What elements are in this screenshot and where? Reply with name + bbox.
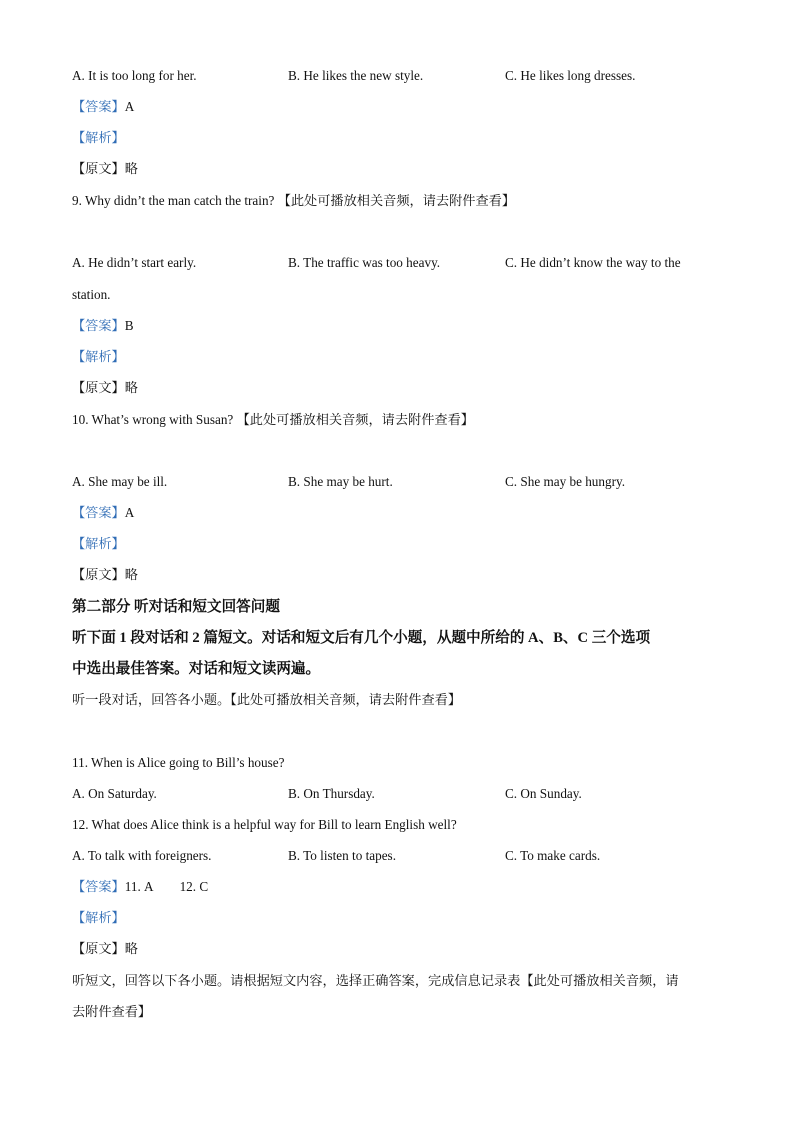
q12-option-a: A. To talk with foreigners. [72,848,212,863]
audio-note: 【此处可播放相关音频，请去附件查看】 [236,412,474,427]
q11-option-a: A. On Saturday. [72,786,157,801]
dialog-intro-text: 听一段对话，回答各小题。 [72,692,231,707]
q9-option-a: A. He didn’t start early. [72,255,197,270]
question-text: 9. Why didn’t the man catch the train? [72,193,278,208]
q11-option-c: C. On Sunday. [505,786,582,801]
q10-option-b: B. She may be hurt. [288,474,393,489]
q9-question [72,192,515,210]
part2-instruction-line2: 中选出最佳答案。对话和短文读两遍。 [72,661,321,677]
audio-note: 【此处可播放相关音频，请去附件查看】 [230,692,462,707]
answer-value: A [124,505,135,520]
q9-answer [72,317,134,335]
q9-analysis [72,348,125,366]
q8-option-c: C. He likes long dresses. [505,68,636,83]
q11-question: 11. When is Alice going to Bill’s house? [72,755,285,770]
passage-intro-line2: 去附件查看】 [72,1004,152,1019]
analysis-tag: 【解析】 [72,130,125,145]
answer-tag: 【答案】 [72,318,125,333]
original-value: 略 [124,161,138,176]
q9-original [72,379,138,397]
answer-value: B [124,318,134,333]
q11-12-analysis [72,909,125,927]
dialog-intro [72,691,461,709]
answer-12: 12. C [179,879,209,894]
q11-12-answer [72,878,208,896]
q8-answer [72,98,134,116]
question-text: 10. What’s wrong with Susan? [72,412,237,427]
original-value: 略 [124,567,138,582]
part2-instruction-line1: 听下面 1 段对话和 2 篇短文。对话和短文后有几个小题，从题中所给的 A、B、C 三个选项 [72,630,651,646]
answer-value: A [124,99,135,114]
answer-tag: 【答案】 [72,99,125,114]
q10-answer [72,504,134,522]
answer-11: 11. A [124,879,154,894]
original-value: 略 [124,380,138,395]
q10-option-a: A. She may be ill. [72,474,168,489]
q8-original [72,160,138,178]
q10-question [72,411,474,429]
original-tag: 【原文】 [72,567,125,582]
original-value: 略 [124,941,138,956]
answer-tag: 【答案】 [72,505,125,520]
q11-option-b: B. On Thursday. [288,786,375,801]
audio-note: 【此处可播放相关音频，请去附件查看】 [277,193,516,208]
q9-option-c: C. He didn’t know the way to the [505,255,681,270]
q9-option-c-wrap: station. [72,287,111,302]
passage-intro-line1: 听短文，回答以下各小题。请根据短文内容，选择正确答案，完成信息记录表【此处可播放相关音频，请 [72,973,679,988]
q12-question: 12. What does Alice think is a helpful way for Bill to learn English well? [72,817,457,832]
part2-heading: 第二部分 听对话和短文回答问题 [72,599,280,615]
q8-analysis [72,129,125,147]
q11-12-original [72,940,138,958]
q10-analysis [72,535,125,553]
analysis-tag: 【解析】 [72,349,125,364]
answer-tag: 【答案】 [72,879,125,894]
q10-option-c: C. She may be hungry. [505,474,626,489]
q8-option-a: A. It is too long for her. [72,68,197,83]
q9-option-b: B. The traffic was too heavy. [288,255,441,270]
original-tag: 【原文】 [72,380,125,395]
q12-option-b: B. To listen to tapes. [288,848,396,863]
analysis-tag: 【解析】 [72,536,125,551]
q10-original [72,566,138,584]
q12-option-c: C. To make cards. [505,848,601,863]
q8-option-b: B. He likes the new style. [288,68,424,83]
original-tag: 【原文】 [72,161,125,176]
analysis-tag: 【解析】 [72,910,125,925]
original-tag: 【原文】 [72,941,125,956]
